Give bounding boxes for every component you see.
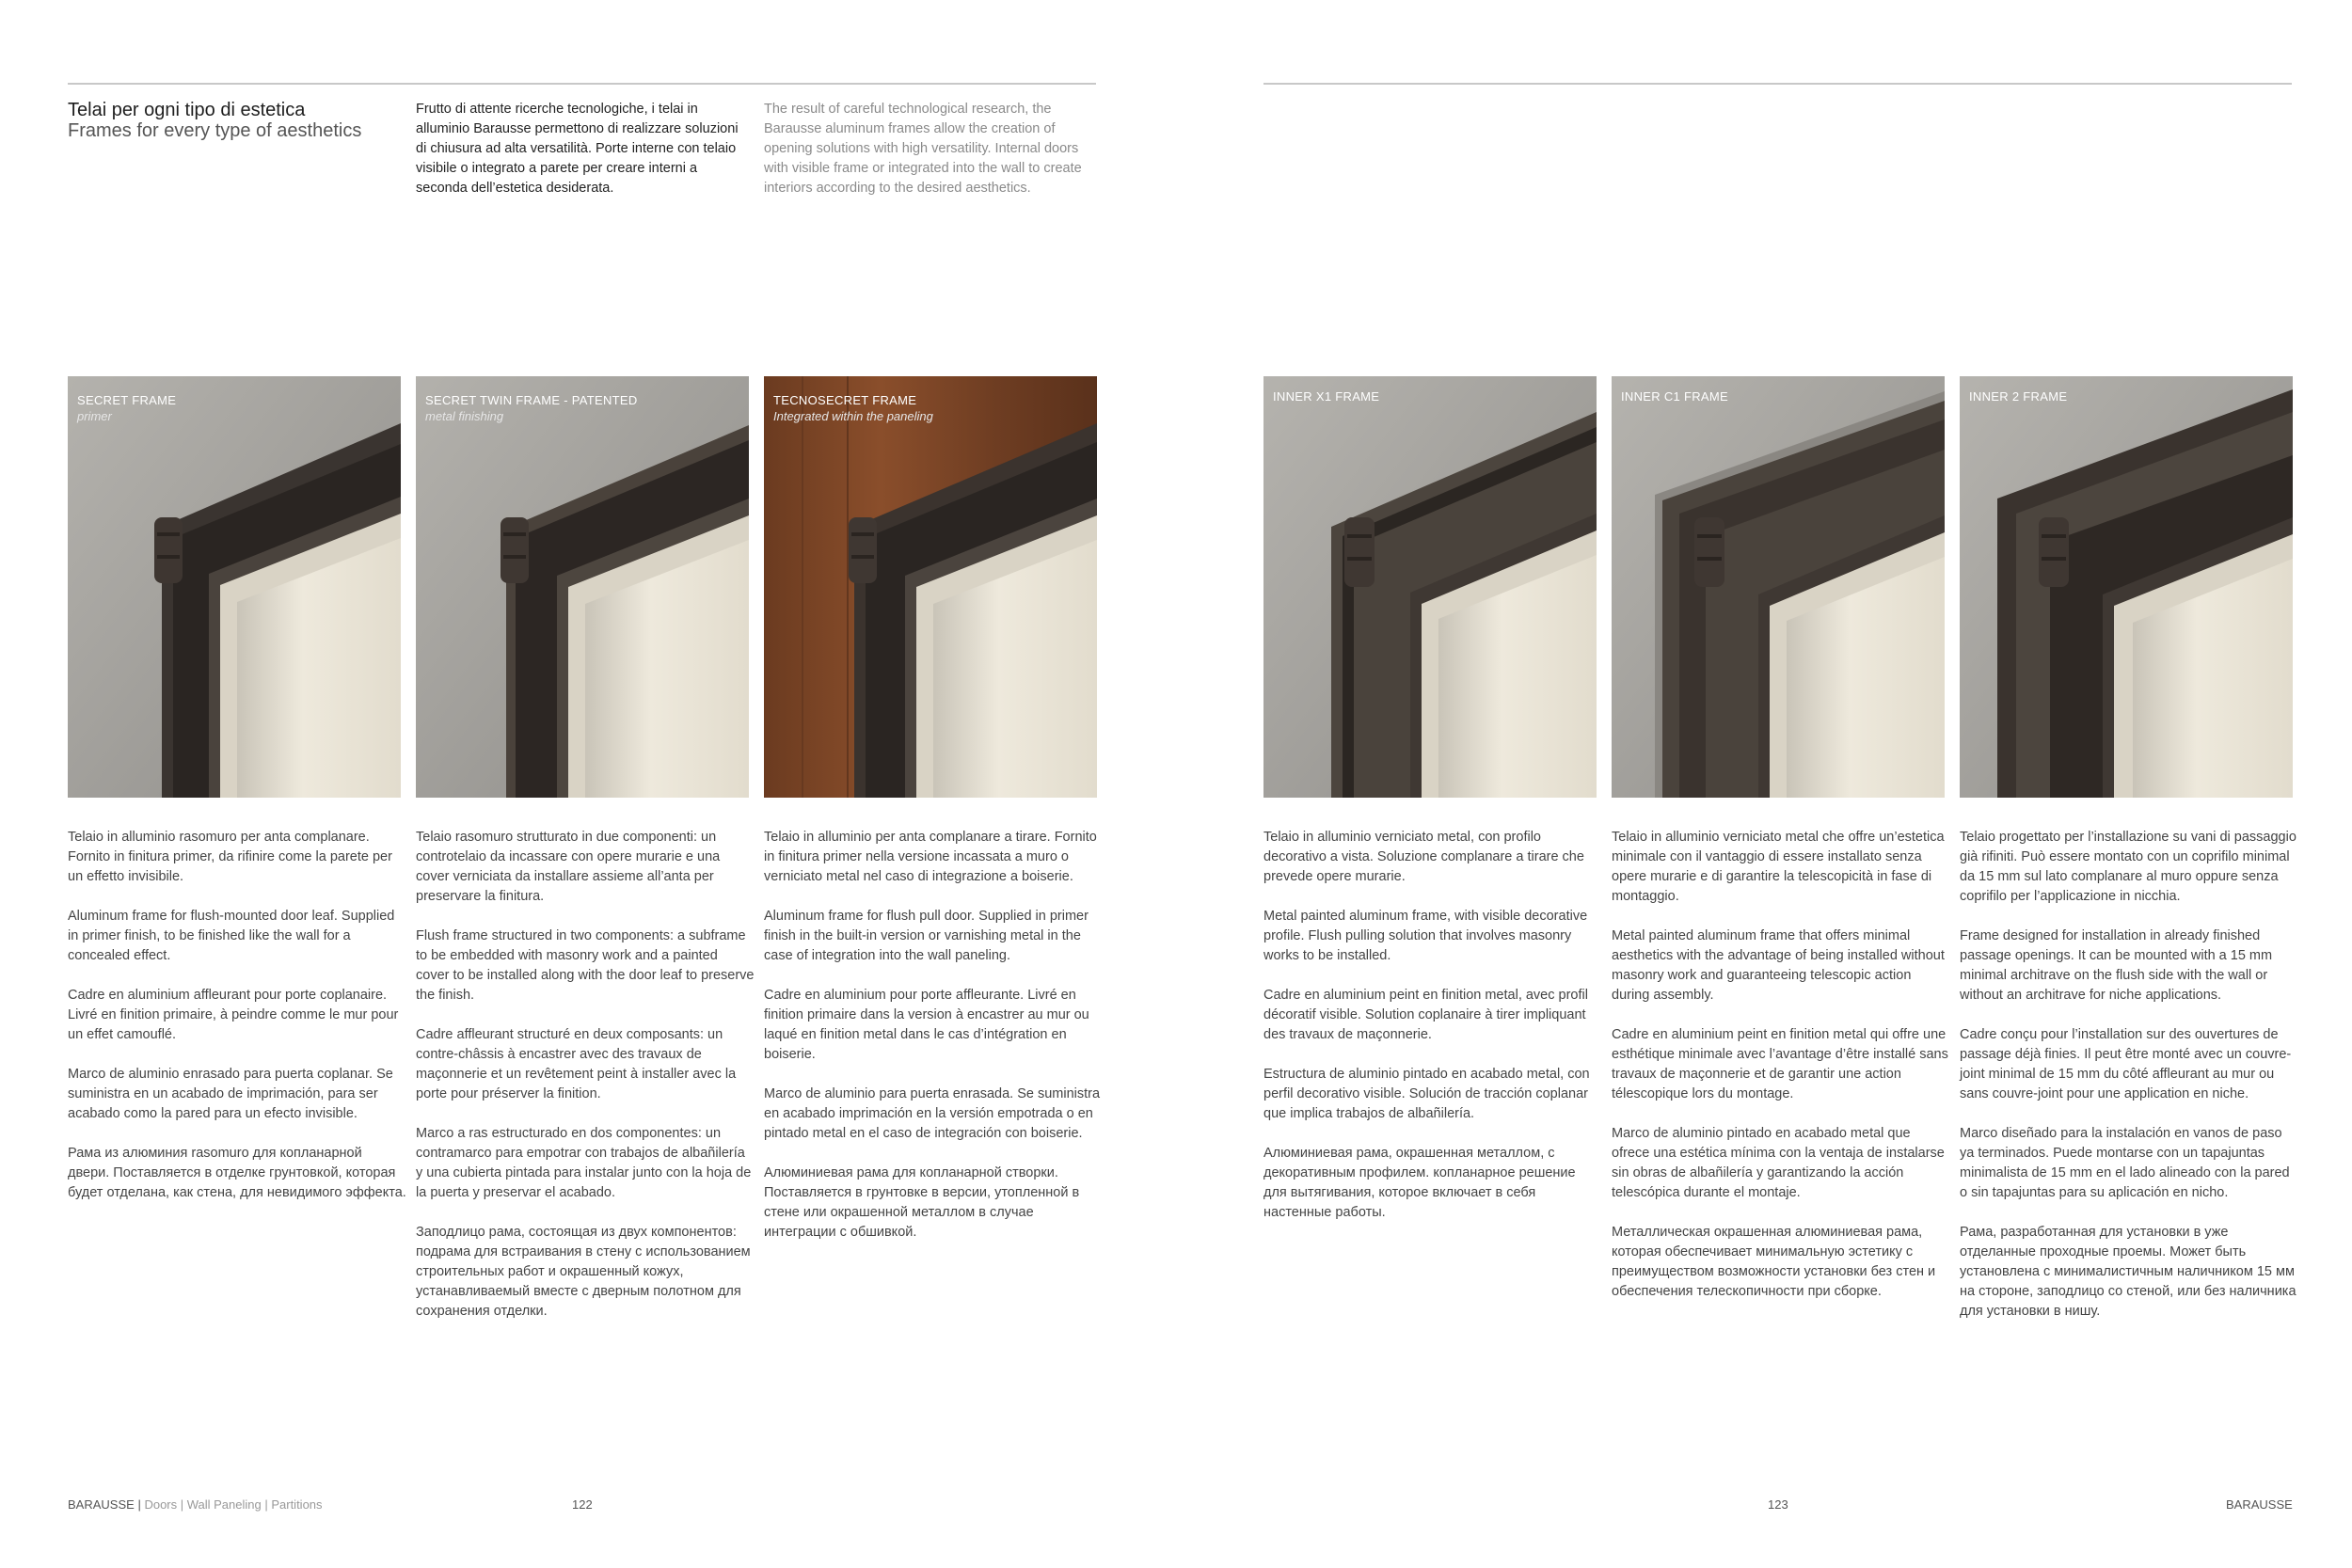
- description-spanish: Marco a ras estructurado en dos componentes: un contramarco para empotrar con trabajos de albañilería y una cubierta pintada para instalar junto con la hoja de la puerta y preservar el acabado.: [416, 1126, 752, 1200]
- description-russian: Металлическая окрашенная алюминиевая рама, которая обеспечивает минимальную эстетику с преимуществом возможности установки без стен и обеспечения телескопичности при сборке.: [1612, 1225, 1936, 1299]
- description-russian: Рама из алюминия rasomuro для копланарной двери. Поставляется в отделке грунтовкой, которая будет отделана, как стена, для невидимого эффекта.: [68, 1146, 406, 1200]
- product-description-secret-frame: [68, 828, 406, 1223]
- description-french: Cadre conçu pour l’installation sur des ouvertures de passage déjà finies. Il peut être monté avec un couvre-joint minimal de 15 mm du côté affleurant au mur ou sans couvre-joint pour une application en niche.: [1960, 1027, 2292, 1101]
- description-italian: Telaio in alluminio rasomuro per anta complanare. Fornito in finitura primer, da rifinire come la parete per un effetto invisibile.: [68, 830, 392, 884]
- description-spanish: Marco de aluminio enrasado para puerta coplanar. Se suministra en un acabado de imprimación, para ser acabado como la pared para un efecto invisible.: [68, 1067, 393, 1121]
- product-caption: SECRET FRAME: [77, 393, 177, 407]
- top-rule-right: [1263, 83, 2292, 85]
- product-caption: INNER 2 FRAME: [1969, 389, 2068, 404]
- description-french: Cadre en aluminium peint en finition metal, avec profil décoratif visible. Solution coplanaire à tirer impliquant des travaux de maçonnerie.: [1263, 988, 1588, 1042]
- footer-left: [68, 1497, 323, 1512]
- product-photo-secret-twin-frame: [416, 376, 749, 798]
- description-french: Cadre en aluminium peint en finition metal qui offre une esthétique minimale avec l’avantage d’être installé sans travaux de maçonnerie et de garantir une action télescopique lors du montage.: [1612, 1027, 1948, 1101]
- description-french: Cadre affleurant structuré en deux composants: un contre-châssis à encastrer avec des travaux de maçonnerie et un revêtement peint à installer avec la porte pour préserver la finition.: [416, 1027, 737, 1101]
- product-caption: INNER X1 FRAME: [1273, 389, 1380, 404]
- description-russian: Алюминиевая рама, окрашенная металлом, с декоративным профилем. копланарное решение для вытягивания, которое включает в себя настенные работы.: [1263, 1146, 1576, 1220]
- product-photo-inner-x1-frame: [1263, 376, 1597, 798]
- product-description-inner-2-frame: [1960, 828, 2298, 1341]
- product-photo-secret-frame: [68, 376, 401, 798]
- intro-text-italian: Frutto di attente ricerche tecnologiche, i telai in alluminio Barausse permettono di realizzare soluzioni di chiusura ad alta versatilità. Porte interne con telaio visibile o integrato a parete per creare interni a seconda dell’estetica desiderata.: [416, 102, 739, 196]
- footer-tagline: Doors | Wall Paneling | Partitions: [144, 1497, 323, 1512]
- product-description-inner-x1-frame: [1263, 828, 1602, 1243]
- product-photo-inner-c1-frame: [1612, 376, 1945, 798]
- description-english: Flush frame structured in two components: a subframe to be embedded with masonry work and a painted cover to be installed along with the door leaf to preserve the finish.: [416, 928, 755, 1003]
- product-caption: SECRET TWIN FRAME - PATENTED: [425, 393, 638, 407]
- product-photo-tecnosecret-frame: [764, 376, 1097, 798]
- section-title-italian: Telai per ogni tipo di estetica: [68, 100, 306, 120]
- section-title-english: Frames for every type of aesthetics: [68, 120, 362, 141]
- page-number-right: 123: [1768, 1497, 1788, 1512]
- product-description-inner-c1-frame: [1612, 828, 1950, 1322]
- intro-text-english: The result of careful technological research, the Barausse aluminum frames allow the creation of opening solutions with high versatility. Internal doors with visible frame or integrated into the wall to create interiors according to the desired aesthetics.: [764, 102, 1082, 196]
- description-french: Cadre en aluminium pour porte affleurante. Livré en finition primaire dans la version à encastrer au mur ou laqué en finition metal dans le cas d’intégration en boiserie.: [764, 988, 1089, 1062]
- description-english: Aluminum frame for flush-mounted door leaf. Supplied in primer finish, to be finished like the wall for a concealed effect.: [68, 909, 395, 963]
- footer-brand: BARAUSSE: [68, 1497, 135, 1512]
- footer-separator: |: [137, 1497, 141, 1512]
- description-russian: Заподлицо рама, состоящая из двух компонентов: подрама для встраивания в стену с использованием строительных работ и окрашенный кожух, устанавливаемый вместе с дверным полотном для сохранения отделки.: [416, 1225, 751, 1319]
- product-finish: primer: [77, 409, 112, 423]
- description-english: Aluminum frame for flush pull door. Supplied in primer finish in the built-in version or varnishing metal in the case of integration into the wall paneling.: [764, 909, 1089, 963]
- description-english: Metal painted aluminum frame that offers minimal aesthetics with the advantage of being installed without masonry work and guaranteeing telescopic action during assembly.: [1612, 928, 1945, 1003]
- footer-brand-right: BARAUSSE: [2226, 1497, 2293, 1512]
- description-spanish: Marco diseñado para la instalación en vanos de paso ya terminados. Puede montarse con un tapajuntas minimalista de 15 mm en el lado alineado con la pared o sin tapajuntas para su aplicación en nicho.: [1960, 1126, 2290, 1200]
- description-italian: Telaio rasomuro strutturato in due componenti: un controtelaio da incassare con opere murarie e una cover verniciata da installare assieme all’anta per preservare la finitura.: [416, 830, 721, 904]
- description-spanish: Marco de aluminio para puerta enrasada. Se suministra en acabado imprimación en la versión empotrada o en pintado metal en el caso de integración con boiserie.: [764, 1086, 1101, 1141]
- product-caption: TECNOSECRET FRAME: [773, 393, 917, 407]
- description-spanish: Estructura de aluminio pintado en acabado metal, con perfil decorativo visible. Solución de tracción coplanar que implica trabajos de albañilería.: [1263, 1067, 1590, 1121]
- product-photo-inner-2-frame: [1960, 376, 2293, 798]
- description-english: Frame designed for installation in already finished passage openings. It can be mounted with a 15 mm minimal architrave on the flush side with the wall or without an architrave for niche applications.: [1960, 928, 2273, 1003]
- description-spanish: Marco de aluminio pintado en acabado metal que ofrece una estética mínima con la ventaja de instalarse sin obras de albañilería y garantizando la acción telescópica durante el montaje.: [1612, 1126, 1945, 1200]
- description-italian: Telaio in alluminio verniciato metal, con profilo decorativo a vista. Soluzione complanare a tirare che prevede opere murarie.: [1263, 830, 1584, 884]
- product-finish: Integrated within the paneling: [773, 409, 933, 423]
- description-english: Metal painted aluminum frame, with visible decorative profile. Flush pulling solution that involves masonry works to be installed.: [1263, 909, 1588, 963]
- description-italian: Telaio in alluminio per anta complanare a tirare. Fornito in finitura primer nella versione incassata a muro o verniciato metal nel caso di integrazione a boiserie.: [764, 830, 1097, 884]
- description-italian: Telaio progettato per l’installazione su vani di passaggio già rifiniti. Può essere montato con un coprifilo minimal da 15 mm sul lato complanare al muro oppure senza coprifilo per l’applicazione in nicchia.: [1960, 830, 2296, 904]
- product-description-secret-twin-frame: [416, 828, 755, 1341]
- product-caption: INNER C1 FRAME: [1621, 389, 1728, 404]
- product-description-tecnosecret-frame: [764, 828, 1103, 1262]
- top-rule-left: [68, 83, 1096, 85]
- description-italian: Telaio in alluminio verniciato metal che offre un’estetica minimale con il vantaggio di essere installato senza opere murarie e di garantire la telescopicità in fase di montaggio.: [1612, 830, 1945, 904]
- description-french: Cadre en aluminium affleurant pour porte coplanaire. Livré en finition primaire, à peindre comme le mur pour un effet camouflé.: [68, 988, 399, 1042]
- description-russian: Алюминиевая рама для копланарной створки. Поставляется в грунтовке в версии, утопленной в стене или окрашенной металлом в случае интеграции с обшивкой.: [764, 1165, 1080, 1240]
- description-russian: Рама, разработанная для установки в уже отделанные проходные проемы. Может быть установлена с минималистичным наличником 15 мм на стороне, заподлицо со стеной, или без наличника для установки в нишу.: [1960, 1225, 2296, 1319]
- page-number-left: 122: [572, 1497, 593, 1512]
- product-finish: metal finishing: [425, 409, 504, 423]
